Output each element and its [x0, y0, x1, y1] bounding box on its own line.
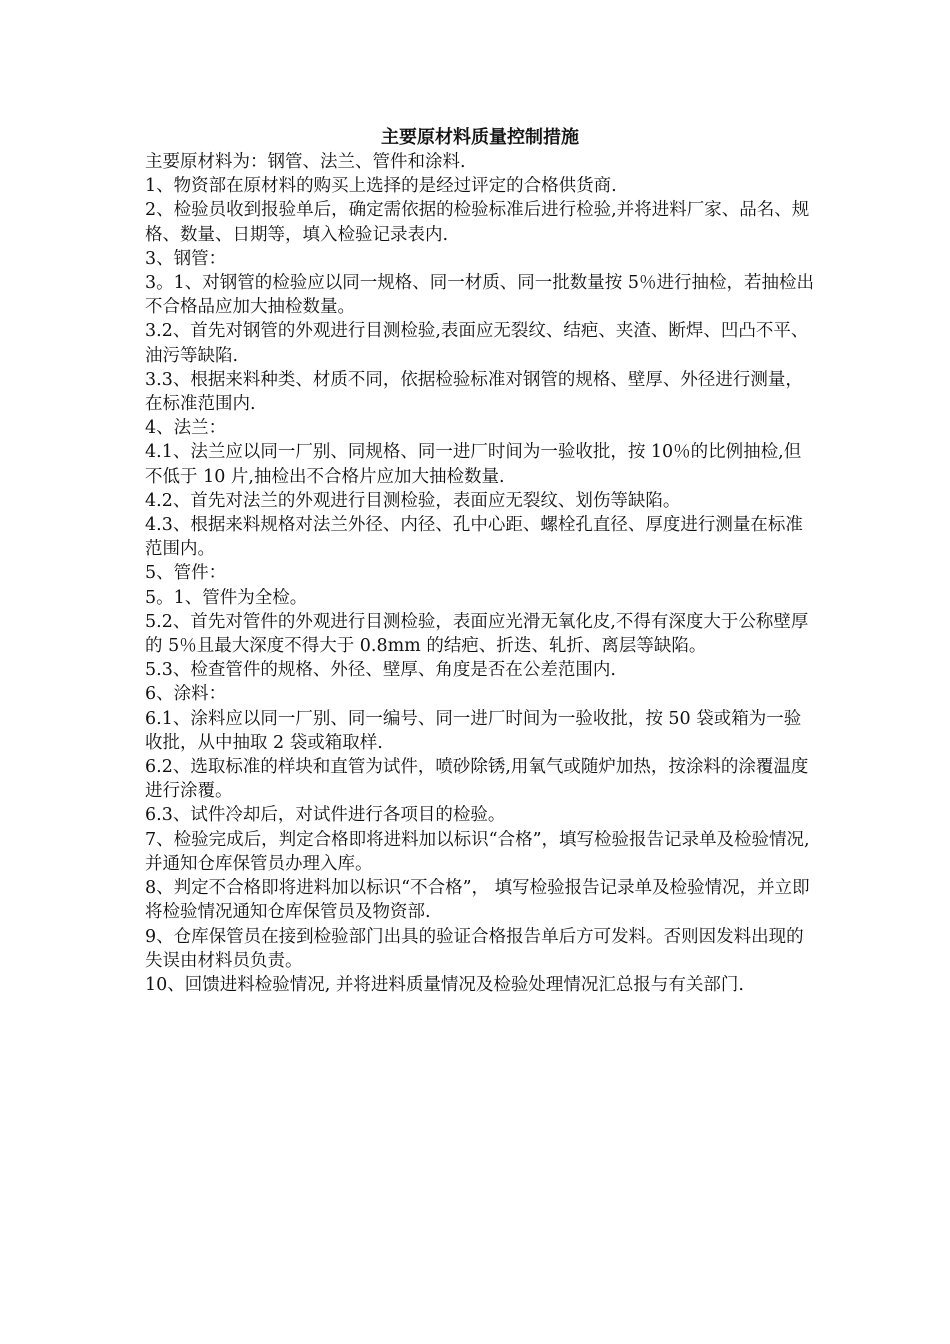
- section-heading: 3、钢管：: [145, 248, 227, 269]
- paragraph: 6.1、涂料应以同一厂别、同一编号、同一进厂时间为一验收批，按 50 袋或箱为一验收批，从中抽取 2 袋或箱取样.: [145, 708, 802, 753]
- paragraph: 5。1、管件为全检。: [145, 587, 308, 608]
- section-heading: 5、管件：: [145, 563, 227, 584]
- paragraph: 2、检验员收到报验单后，确定需依据的检验标准后进行检验,并将进料厂家、品名、规格、数量、日期等，填入检验记录表内.: [145, 200, 810, 245]
- document-title: 主要原材料质量控制措施: [381, 127, 579, 148]
- section-heading: 6、涂料：: [145, 684, 227, 705]
- paragraph: 6.2、选取标准的样块和直管为试件，喷砂除锈,用氧气或随炉加热，按涂料的涂覆温度进行涂覆。: [145, 757, 809, 802]
- section-heading: 4、法兰：: [145, 418, 227, 439]
- paragraph: 4.1、法兰应以同一厂别、同规格、同一进厂时间为一验收批，按 10％的比例抽检,但不低于 10 片,抽检出不合格片应加大抽检数量.: [145, 442, 802, 487]
- paragraph: 3.3、根据来料种类、材质不同，依据检验标准对钢管的规格、壁厚、外径进行测量，在标准范围内.: [145, 369, 803, 415]
- paragraph: 4.3、根据来料规格对法兰外径、内径、孔中心距、螺栓孔直径、厚度进行测量在标准范围内。: [145, 515, 803, 560]
- paragraph: 10、回馈进料检验情况, 并将进料质量情况及检验处理情况汇总报与有关部门.: [145, 974, 744, 995]
- paragraph: 9、仓库保管员在接到检验部门出具的验证合格报告单后方可发料。否则因发料出现的失误由材料员负责。: [145, 926, 804, 971]
- paragraph: 3。1、对钢管的检验应以同一规格、同一材质、同一批数量按 5％进行抽检，若抽检出不合格品应加大抽检数量。: [145, 273, 814, 318]
- paragraph: 6.3、试件冷却后，对试件进行各项目的检验。: [145, 805, 506, 826]
- paragraph: 7、检验完成后，判定合格即将进料加以标识“合格”，填写检验报告记录单及检验情况,并通知仓库保管员办理入库。: [145, 829, 810, 874]
- paragraph: 5.2、首先对管件的外观进行目测检验，表面应光滑无氧化皮,不得有深度大于公称壁厚的 5％且最大深度不得大于 0.8mm 的结疤、折迭、轧折、离层等缺陷。: [145, 611, 809, 657]
- paragraph: 主要原材料为：钢管、法兰、管件和涂料.: [145, 152, 466, 172]
- paragraph: 1、物资部在原材料的购买上选择的是经过评定的合格供货商.: [145, 176, 617, 197]
- document-page: [145, 126, 815, 997]
- paragraph: 4.2、首先对法兰的外观进行目测检验，表面应无裂纹、划伤等缺陷。: [145, 490, 681, 511]
- paragraph: 3.2、首先对钢管的外观进行目测检验,表面应无裂纹、结疤、夹渣、断焊、凹凸不平、油污等缺陷.: [145, 321, 809, 366]
- paragraph: 8、判定不合格即将进料加以标识“不合格”， 填写检验报告记录单及检验情况，并立即将检验情况通知仓库保管员及物资部.: [145, 878, 810, 923]
- paragraph: 5.3、检查管件的规格、外径、壁厚、角度是否在公差范围内.: [145, 660, 616, 681]
